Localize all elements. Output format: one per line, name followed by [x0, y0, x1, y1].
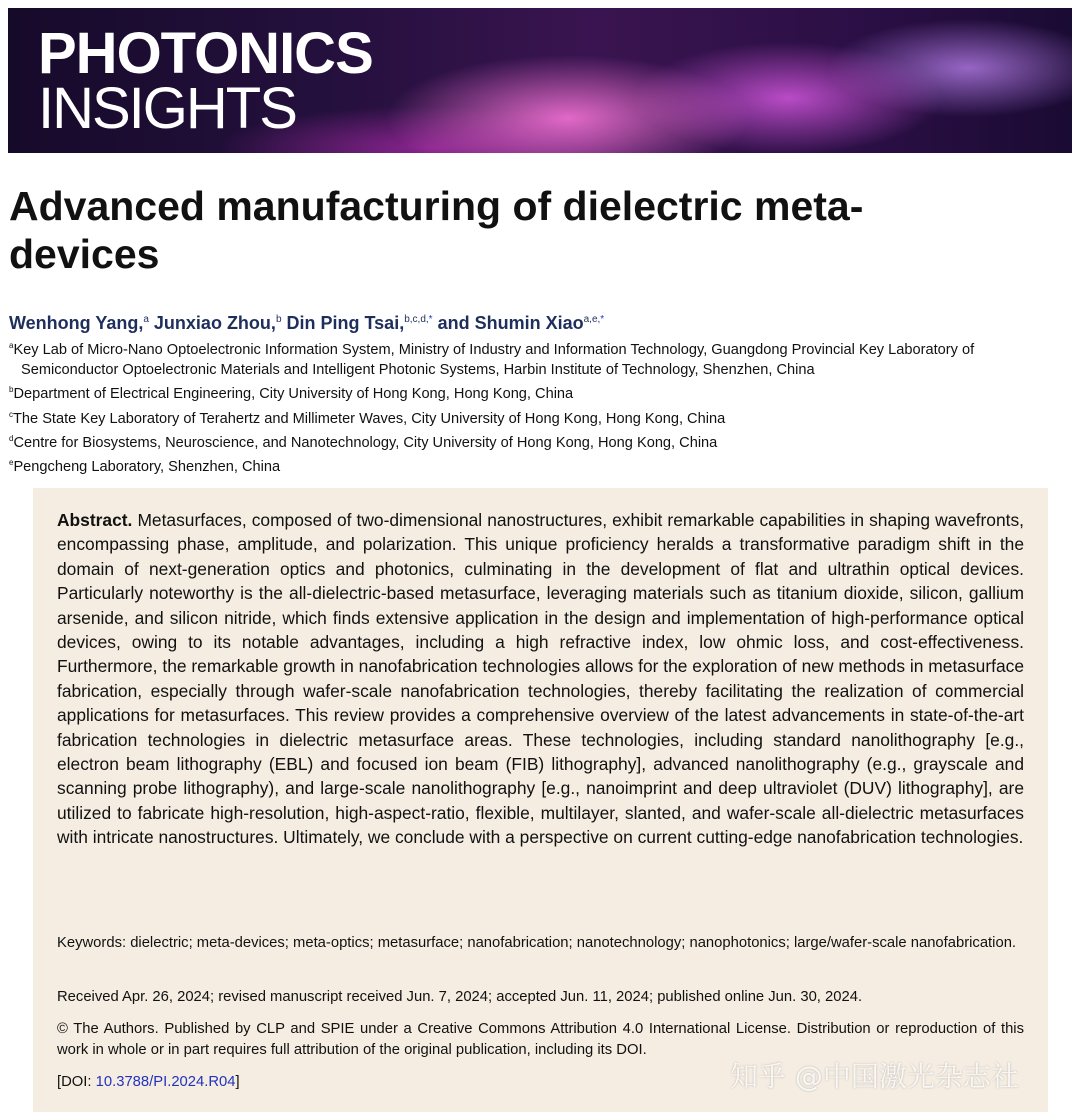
author: Wenhong Yang,$^a$ — [9, 313, 149, 333]
journal-logo: PHOTONICS INSIGHTS — [38, 21, 373, 142]
affiliation-continued: Semiconductor Optoelectronic Materials and Intelligent Photonic Systems, Harbin Institute of Technology, Shenzhen, China — [21, 362, 815, 379]
corresponding-author-mark: * — [600, 314, 605, 325]
paper-title: Advanced manufacturing of dielectric meta-devices — [9, 183, 864, 277]
license-notice: © The Authors. Published by CLP and SPIE under a Creative Commons Attribution 4.0 International License. Distribution or reproduction of this work in whole or in part requires full attribution of the original publication, including its DOI. — [57, 1021, 1024, 1058]
author: and Shumin Xiao$^{a,e,*}$ — [437, 313, 605, 333]
author: Din Ping Tsai,$^{b,c,d,*}$ — [286, 313, 433, 333]
affiliation: $^e$Pengcheng Laboratory, Shenzhen, China — [9, 457, 281, 475]
doi: [DOI: 10.3788/PI.2024.R04] — [57, 1074, 240, 1090]
affiliation: $^d$Centre for Biosystems, Neuroscience, and Nanotechnology, City University of Hong Kong, Hong Kong, China — [9, 433, 718, 451]
doi-link[interactable]: 10.3788/PI.2024.R04 — [95, 1074, 236, 1090]
keywords: Keywords: dielectric; meta-devices; meta-optics; metasurface; nanofabrication; nanotechnology; nanophotonics; large/wafer-scale nanofabrication. — [57, 935, 1017, 951]
journal-banner — [8, 8, 1072, 153]
corresponding-author-mark: * — [428, 314, 433, 325]
watermark: 知乎 @中国激光杂志社 — [730, 1060, 1019, 1093]
author-list — [9, 313, 604, 334]
affiliation: $^b$Department of Electrical Engineering, City University of Hong Kong, Hong Kong, China — [9, 385, 574, 403]
abstract: Abstract. Metasurfaces, composed of two-dimensional nanostructures, exhibit remarkable capabilities in shaping wavefronts, encompassing phase, amplitude, and polarization. This unique proficiency heralds a transformative paradigm shift in the domain of next-generation optics and photonics, culminating in the development of flat and ultrathin optical devices. Particularly noteworthy is the all-dielectric-based metasurface, leveraging materials such as titanium dioxide, silicon, gallium arsenide, and silicon nitride, which finds extensive application in the design and implementation of high-performance optical devices, owing to its notable advantages, including a high refractive index, low ohmic loss, and cost-effectiveness. Furthermore, the remarkable growth in nanofabrication technologies allows for the exploration of new methods in metasurface fabrication, especially through wafer-scale nanofabrication technologies, thereby facilitating the realization of commercial applications for metasurfaces. This review provides a comprehensive overview of the latest advancements in state-of-the-art fabrication technologies in dielectric metasurface areas. These technologies, including standard nanolithography [e.g., electron beam lithography (EBL) and focused ion beam (FIB) lithography], advanced nanolithography (e.g., grayscale and scanning probe lithography), and large-scale nanolithography [e.g., nanoimprint and deep ultraviolet (DUV) lithography], are utilized to fabricate high-resolution, high-aspect-ratio, flexible, multilayer, slanted, and wafer-scale all-dielectric metasurfaces with intricate nanostructures. Ultimately, we conclude with a perspective on current cutting-edge nanofabrication technologies. — [57, 510, 1024, 848]
affiliations — [9, 336, 1079, 477]
publication-history: Received Apr. 26, 2024; revised manuscript received Jun. 7, 2024; accepted Jun. 11, 2024; published online Jun. 30, 2024. — [57, 989, 863, 1005]
author: Junxiao Zhou,$^b$ — [153, 313, 282, 333]
abstract-box — [33, 488, 1048, 1112]
affiliation: $^a$Key Lab of Micro-Nano Optoelectronic Information System, Ministry of Industry and Information Technology, Guangdong Provincial Key Laboratory of — [9, 341, 975, 358]
affiliation: $^c$The State Key Laboratory of Terahertz and Millimeter Waves, City University of Hong Kong, Hong Kong, China — [9, 409, 726, 427]
